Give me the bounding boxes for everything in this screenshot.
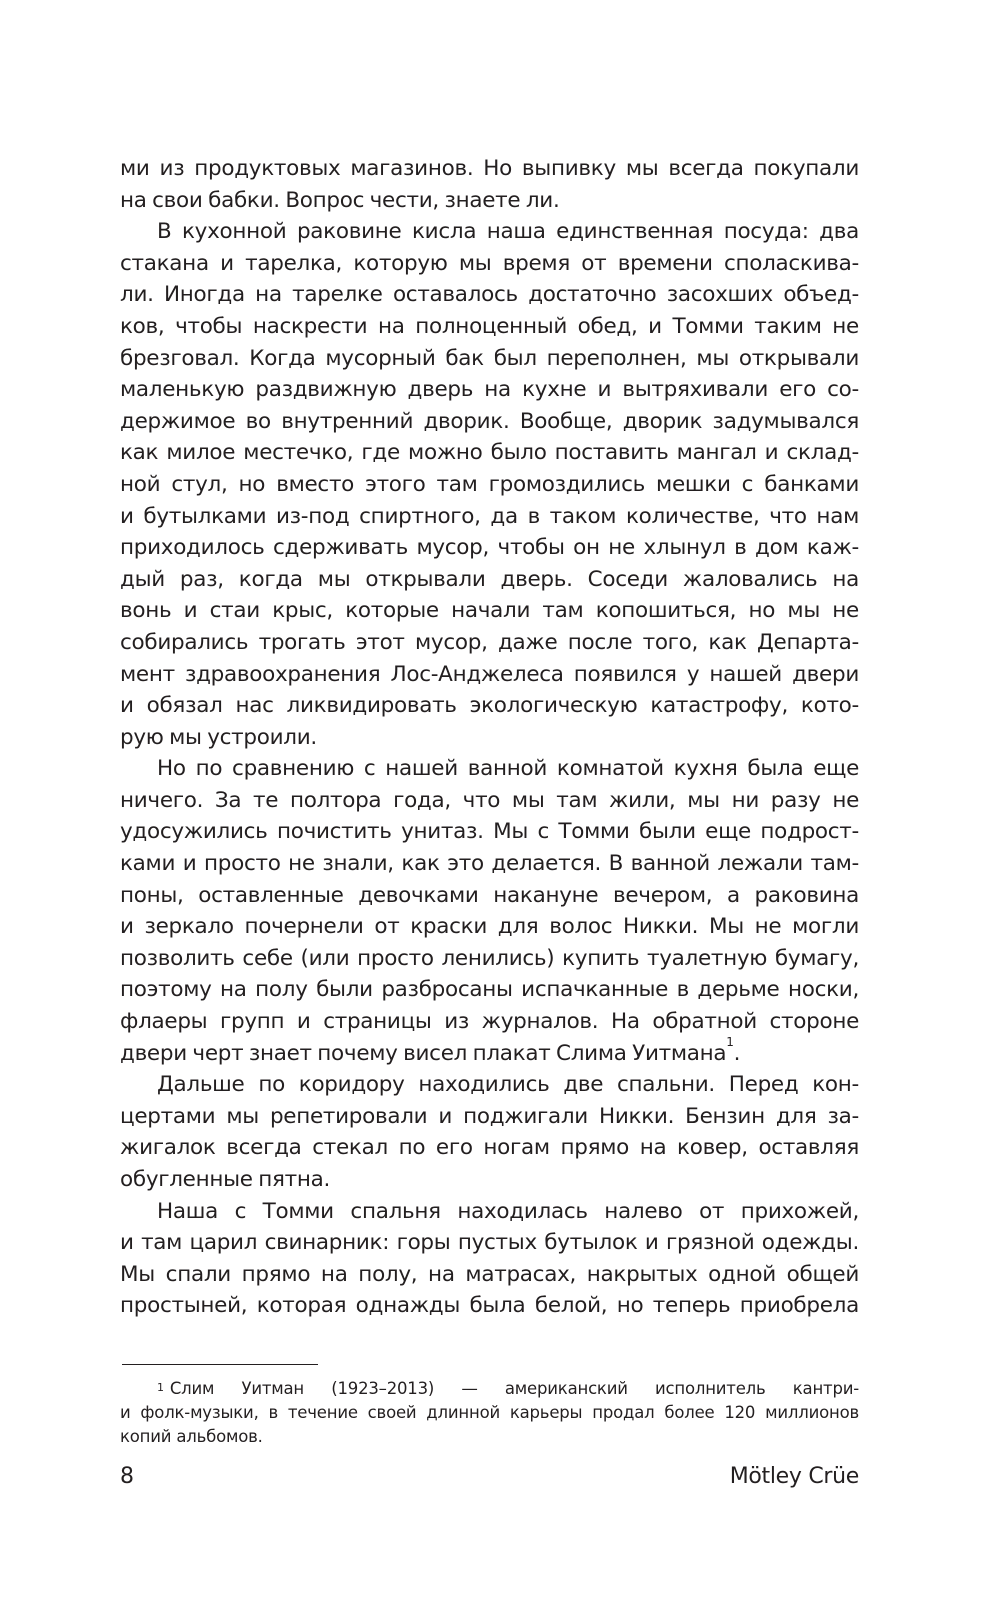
text-line	[120, 311, 859, 343]
text-line-content: рую мы устроили.	[120, 724, 317, 750]
text-line-content: собирались трогать этот мусор, даже после того, как Департа-	[120, 629, 859, 655]
text-line-content: и обязал нас ликвидировать экологическую катастрофу, кото-	[120, 693, 859, 719]
text-line-content: жигалок всегда стекал по его ногам прямо на ковер, оставляя	[120, 1135, 859, 1161]
text-line-content: приходилось сдерживать мусор, чтобы он не хлынул в дом каж-	[120, 535, 859, 561]
footnote	[120, 1377, 859, 1449]
text-line	[120, 1069, 859, 1101]
footnote-marker: 1	[157, 1381, 164, 1394]
main-text	[120, 153, 859, 1322]
text-line	[120, 1227, 859, 1259]
text-line-content: позволить себе (или просто ленились) купить туалетную бумагу,	[120, 945, 859, 971]
text-line	[120, 153, 859, 185]
text-line	[120, 659, 859, 691]
text-line-tail: .	[733, 1040, 741, 1066]
text-line-content: простыней, которая однажды была белой, но теперь приобрела	[120, 1293, 859, 1319]
text-line	[120, 1164, 859, 1196]
footnote-text: Слим Уитман (1923–2013) — американский исполнитель кантри-	[169, 1379, 859, 1398]
text-line-content: ли. Иногда на тарелке оставалось достаточно засохших объед-	[120, 282, 859, 308]
text-line-content: на свои бабки. Вопрос чести, знаете ли.	[120, 187, 560, 213]
text-line	[120, 911, 859, 943]
footnote-line	[120, 1377, 859, 1401]
text-line	[120, 564, 859, 596]
text-line	[120, 1259, 859, 1291]
text-line-content: вонь и стаи крыс, которые начали там копошиться, но мы не	[120, 598, 859, 624]
text-line-content: стакана и тарелка, которую мы время от времени споласкива-	[120, 250, 859, 276]
text-line	[120, 343, 859, 375]
text-line-content: удосужились почистить унитаз. Мы с Томми были еще подрост-	[120, 819, 859, 845]
text-line	[120, 216, 859, 248]
text-line	[120, 816, 859, 848]
text-line-content: ми из продуктовых магазинов. Но выпивку мы всегда покупали	[120, 156, 859, 181]
text-line-content: держимое во внутренний дворик. Вообще, дворик задумывался	[120, 408, 859, 434]
text-line-content: В кухонной раковине кисла наша единственная посуда: два	[157, 219, 859, 245]
text-line-content: ничего. За те полтора года, что мы там жили, мы ни разу не	[120, 787, 859, 813]
text-line-content: обугленные пятна.	[120, 1167, 331, 1192]
text-line	[120, 532, 859, 564]
text-line	[120, 880, 859, 912]
running-title: Mötley Crüe	[729, 1464, 859, 1489]
text-line	[120, 753, 859, 785]
text-line-content: брезговал. Когда мусорный бак был переполнен, мы открывали	[120, 345, 859, 371]
text-line	[120, 1034, 859, 1070]
text-line	[120, 279, 859, 311]
text-line	[120, 185, 859, 217]
text-line-content: Мы спали прямо на полу, на матрасах, накрытых одной общей	[120, 1261, 859, 1287]
text-line-content: как милое местечко, где можно было поставить мангал и склад-	[120, 440, 859, 466]
text-line	[120, 974, 859, 1006]
text-line-content: дый раз, когда мы открывали дверь. Соседи жаловались на	[120, 566, 859, 592]
text-line	[120, 722, 859, 754]
text-line-content: ками и просто не знали, как это делается. В ванной лежали там-	[120, 851, 859, 877]
text-line	[120, 1101, 859, 1133]
text-line	[120, 627, 859, 659]
page-number: 8	[120, 1464, 134, 1489]
text-line	[120, 595, 859, 627]
text-line	[120, 374, 859, 406]
text-line-content: цертами мы репетировали и поджигали Никки. Бензин для за-	[120, 1103, 859, 1129]
footnote-line: и фолк-музыки, в течение своей длинной карьеры продал более 120 миллионов	[120, 1403, 859, 1422]
text-line-content: Но по сравнению с нашей ванной комнатой кухня была еще	[157, 756, 859, 782]
text-line-content: Наша с Томми спальня находилась налево от прихожей,	[157, 1198, 859, 1224]
text-line-content: поны, оставленные девочками накануне вечером, а раковина	[120, 882, 859, 908]
footnote-line: копий альбомов.	[120, 1427, 263, 1446]
text-line-content: и там царил свинарник: горы пустых бутылок и грязной одежды.	[120, 1230, 859, 1256]
text-line	[120, 501, 859, 533]
text-line-content: Дальше по коридору находились две спальни. Перед кон-	[157, 1072, 859, 1098]
text-line-content: мент здравоохранения Лос-Анджелеса появился у нашей двери	[120, 661, 859, 687]
text-line	[120, 1132, 859, 1164]
text-line	[120, 469, 859, 501]
text-line	[120, 785, 859, 817]
text-line	[120, 690, 859, 722]
text-line-content: поэтому на полу были разбросаны испачканные в дерьме носки,	[120, 977, 859, 1003]
text-line	[120, 406, 859, 438]
text-line-content: ной стул, но вместо этого там громоздились мешки с банками	[120, 471, 859, 497]
text-line	[120, 943, 859, 975]
text-line-content: и бутылками из-под спиртного, да в таком количестве, что нам	[120, 503, 859, 529]
text-line-content: и зеркало почернели от краски для волос Никки. Мы не могли	[120, 914, 859, 940]
text-line	[120, 848, 859, 880]
footnote-reference[interactable]: 1	[726, 1034, 734, 1049]
text-line-content: двери черт знает почему висел плакат Слима Уитмана	[120, 1040, 727, 1066]
page-body	[120, 153, 859, 1322]
text-line	[120, 248, 859, 280]
text-line	[120, 1290, 859, 1322]
text-line-content: ков, чтобы наскрести на полноценный обед, и Томми таким не	[120, 313, 859, 339]
text-line-content: маленькую раздвижную дверь на кухне и вытряхивали его со-	[120, 377, 859, 403]
footnote-separator	[122, 1364, 318, 1365]
text-line	[120, 437, 859, 469]
text-line	[120, 1196, 859, 1228]
text-line-content: флаеры групп и страницы из журналов. На обратной стороне	[120, 1009, 859, 1035]
text-line	[120, 1006, 859, 1038]
